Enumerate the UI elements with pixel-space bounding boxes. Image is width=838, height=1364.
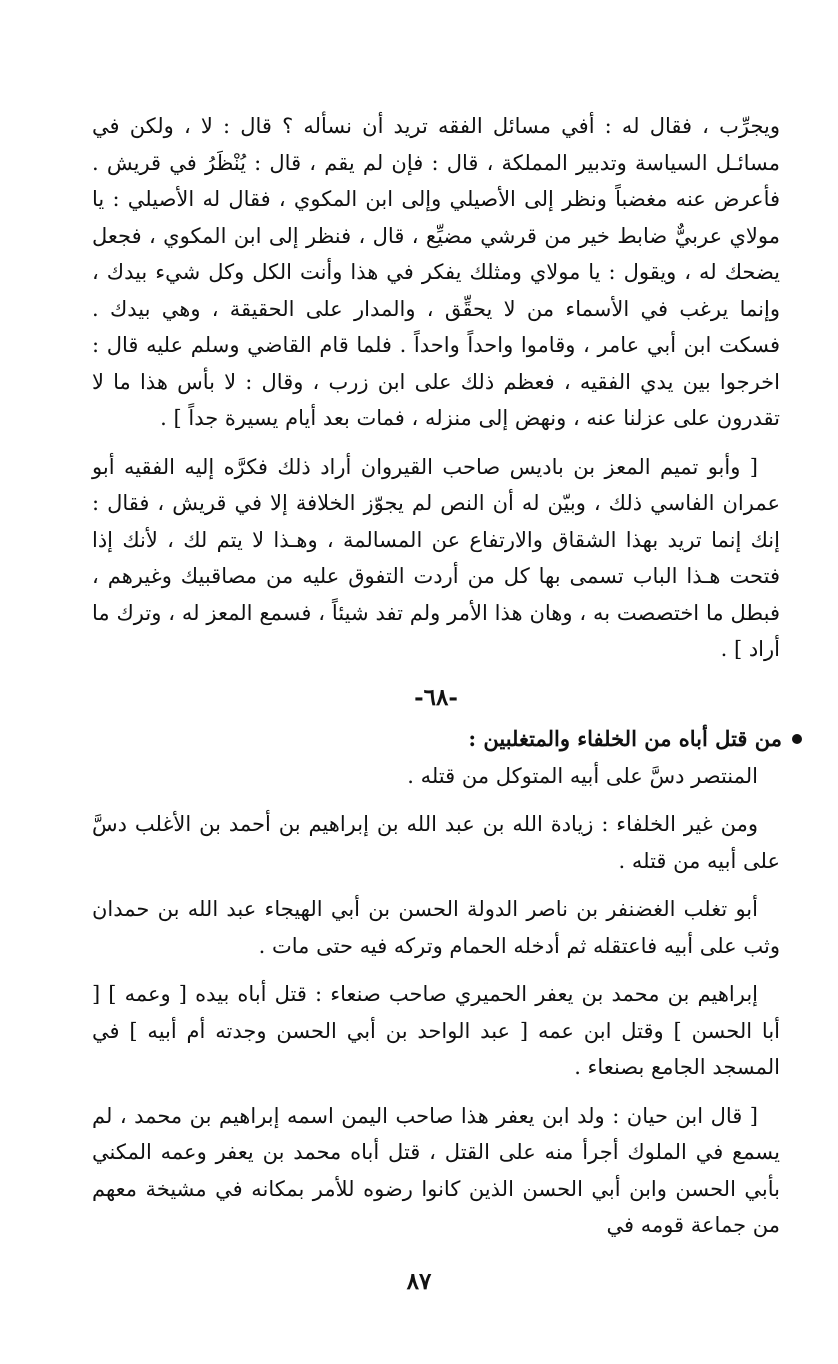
bullet-icon <box>792 734 802 744</box>
section-heading-title: من قتل أباه من الخلفاء والمتغلبين : <box>468 725 782 751</box>
paragraph-ibrahim-yafur: إبراهيم بن محمد بن يعفر الحميري صاحب صنعاء : قتل أباه بيده [ وعمه ] [ أبا الحسن ] وقتل ابن عمه [ عبد الواحد بن أبي الحسن وجدته أم أبيه ] في المسجد الجامع بصنعاء . <box>92 982 780 1079</box>
paragraph-ziyadat-allah: ومن غير الخلفاء : زيادة الله بن عبد الله بن إبراهيم بن أحمد بن الأغلب دسَّ على أبيه من قتله . <box>92 812 780 873</box>
section-heading <box>92 720 802 758</box>
paragraph-ibn-badis: [ وأبو تميم المعز بن باديس صاحب القيروان أراد ذلك فكرَّه إليه الفقيه أبو عمران الفاسي ذلك ، وبيّن له أن النص لم يجوّز الخلافة إلا في قريش ، فقال : إنك إنما تريد بهذا الشقاق والارتفاع عن المسالمة ، وهـذا لا يتم لك ، لأنك إذا فتحت هـذا الباب تسمى بها كل من أردت التفوق عليه من مصاقبيك وغيرهم ، فبطل ما اختصصت به ، وهان هذا الأمر ولم تفد شيئاً ، فسمع المعز له ، وترك ما أراد ] . <box>92 454 780 661</box>
paragraph-continuation: ويجرِّب ، فقال له : أفي مسائل الفقه تريد أن نسأله ؟ قال : لا ، ولكن في مسائـل السياسة وتدبير المملكة ، قال : فإن لم يقم ، قال : يُنْظَرُ في قريش . فأعرض عنه مغضباً ونظر إلى الأصيلي وإلى ابن المكوي ، فقال له الأصيلي : يا مولاي عربيٌّ ضابط خير من قرشي مضيِّع ، قال ، فنظر إلى ابن المكوي ، فجعل يضحك له ، ويقول : يا مولاي ومثلك يفكر في هذا وأنت الكل وكل شيء بيدك ، وإنما يرغب في الأسماء من لا يحقِّق ، والمدار على الحقيقة ، وهي بيدك . فسكت ابن أبي عامر ، وقاموا واحداً واحداً . فلما قام القاضي وسلم عليه قال : اخرجوا بين يدي الفقيه ، فعظم ذلك على ابن زرب ، وقال : لا بأس هذا ما لا تقدرون على عزلنا عنه ، ونهض إلى منزله ، فمات بعد أيام يسيرة جداً ] . <box>92 114 780 430</box>
page-number: ٨٧ <box>406 1268 432 1295</box>
page-content <box>92 108 780 1244</box>
paragraph-ibn-hayyan: [ قال ابن حيان : ولد ابن يعفر هذا صاحب اليمن اسمه إبراهيم بن محمد ، لم يسمع في الملوك أجرأ منه على القتل ، قتل أباه محمد بن يعفر وعمه المكني بأبي الحسن وابن أبي الحسن الذين كانوا رضوه للأمر بمكانه في مشيخة معهم من جماعة قومه في <box>92 1103 780 1237</box>
paragraph-abu-taghlib: أبو تغلب الغضنفر بن ناصر الدولة الحسن بن أبي الهيجاء عبد الله بن حمدان وثب على أبيه فاعتقله ثم أدخله الحمام وتركه فيه حتى مات . <box>92 897 780 958</box>
paragraph-muntasir: المنتصر دسَّ على أبيه المتوكل من قتله . <box>407 763 758 788</box>
section-number: -٦٨- <box>414 683 458 711</box>
